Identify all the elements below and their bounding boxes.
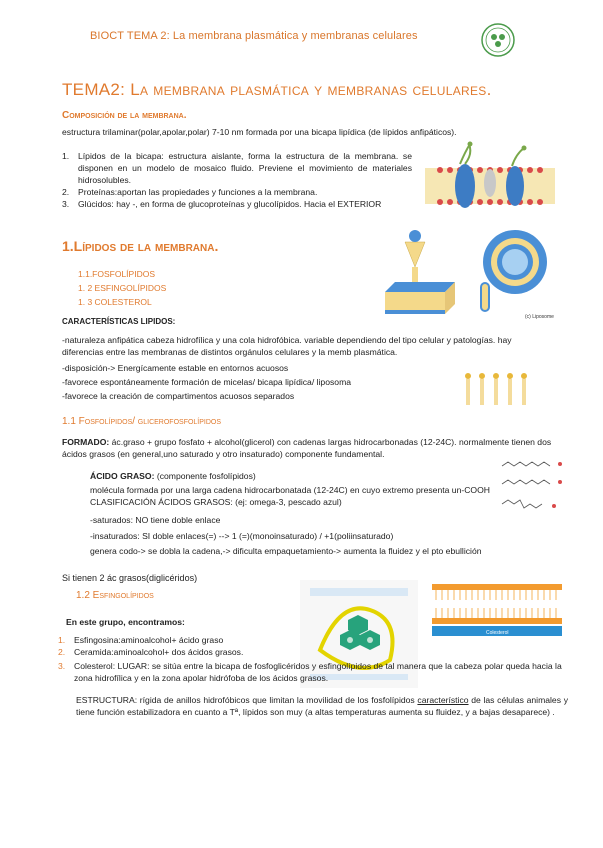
- acido-genera: genera codo-> se dobla la cadena,-> dificulta empaquetamiento-> aumenta la fluidez y el pto ebullición: [90, 546, 482, 556]
- acido-molecula: molécula formada por una larga cadena hidrocarbonatada (12-24C) en cuyo extremo presenta un-COOH CLASIFICACIÓN ÁCIDOS GRASOS: (ej: omega-3, pescado azul): [90, 485, 490, 507]
- caract-line-4: -favorece la creación de compartimentos acuosos separados: [62, 391, 295, 401]
- sub-esfingolipidos: 1. 2 ESFINGOLÍPIDOS: [78, 283, 167, 293]
- list-item: 1. Esfingosina:aminoalcohol+ ácido graso: [58, 635, 224, 645]
- list-item: 1. Lípidos de la bicapa: estructura aislante, forma la estructura de la membrana. se disponen en un modelo de mosaico fluido. Previene el movimiento de materiales hidrosolubles.: [62, 151, 412, 185]
- caract-heading: CARACTERÍSTICAS LIPIDOS:: [62, 317, 176, 326]
- esfingo-list: [58, 634, 568, 684]
- logo-icon: [480, 22, 516, 58]
- phospholipid-diagram: [462, 368, 538, 418]
- fosfo-formado: FORMADO: ác.graso + grupo fosfato + alcohol(glicerol) con cadenas largas hidrocarbonadas (12-24C). normalmente tienen dos ácidos grasos (en general,uno saturado y otro insaturado) componente fundamental.: [62, 437, 552, 459]
- liposome-label: (c) Liposome: [525, 314, 554, 320]
- list-item: 3. Colesterol: LUGAR: se sitúa entre la bicapa de fosfoglicéridos y esfingolípidos de tal manera que la cabeza polar queda hacia la zona hidrofílica y en la zona apolar hidrófoba de los ácidos grasos.: [58, 661, 562, 683]
- page-title: TEMA2: La membrana plasmática y membranas celulares.: [62, 80, 492, 99]
- list-item: 2. Ceramida:aminoalcohol+ dos ácidos grasos.: [58, 647, 244, 657]
- acido-insaturados: -insaturados: SI doble enlaces(=) --> 1 (=)(monoinsaturado) / +1(poliinsaturado): [90, 531, 394, 541]
- acido-graso: ÁCIDO GRASO: (componente fosfolípidos): [90, 471, 256, 481]
- fosfo-heading: 1.1 Fosfolípidos/ glicerofosfolípidos: [62, 416, 222, 427]
- lipidos-heading: 1.Lípidos de la membrana.: [62, 238, 219, 254]
- sub-colesterol: 1. 3 COLESTEROL: [78, 297, 152, 307]
- sub-fosfolipidos: 1.1.FOSFOLÍPIDOS: [78, 269, 155, 279]
- diglic: Si tienen 2 ác grasos(diglicéridos): [62, 573, 198, 583]
- caract-line-2: -disposición-> Energícamente estable en entornos acuosos: [62, 363, 289, 373]
- esfingo-heading: 1.2 Esfingolípidos: [76, 590, 154, 601]
- caract-line-1: -naturaleza anfipática cabeza hidrofílica y una cola hidrofóbica. variable dependiendo del tipo celular y patologías. hay diferencias entre las membranas de distintos orgánulos celulares y la memb plasmática.: [62, 335, 512, 357]
- colesterol-estructura: ESTRUCTURA: rígida de anillos hidrofóbicos que limitan la movilidad de los fosfolípidos característico de las células animales y tiene función estabilizadora en cuanto a Tª, lípidos son muy (a altas temperaturas aumenta su fluidez, y a bajas desaparece) .: [76, 695, 569, 717]
- list-item: 2. Proteínas:aportan las propiedades y funciones a la membrana.: [62, 187, 318, 197]
- esfingo-intro: En este grupo, encontramos:: [66, 617, 185, 627]
- lipidos-subs: [78, 267, 166, 309]
- page-header: BIOCT TEMA 2: La membrana plasmática y membranas celulares: [90, 30, 418, 42]
- caract-line-3: -favorece espontáneamente formación de micelas/ bicapa lipídica/ liposoma: [62, 377, 352, 387]
- fatty-acid-diagram: [498, 456, 568, 518]
- list-item: 3. Glúcidos: hay -, en forma de glucoproteínas y glucolípidos. Hacia el EXTERIOR: [62, 199, 382, 209]
- membrane-diagram: [420, 138, 560, 228]
- bilayer-cholesterol-diagram: [432, 580, 562, 636]
- cholesterol-label: Colesterol: [486, 630, 509, 636]
- composicion-list: [62, 150, 412, 210]
- acido-saturados: -saturados: NO tiene doble enlace: [90, 515, 221, 525]
- composicion-intro: estructura trilaminar(polar,apolar,polar) 7-10 nm formada por una bicapa lipídica (de lípidos anfipáticos).: [62, 127, 457, 137]
- composicion-heading: Composición de la membrana.: [62, 110, 187, 121]
- lipid-structures-diagram: [385, 222, 565, 320]
